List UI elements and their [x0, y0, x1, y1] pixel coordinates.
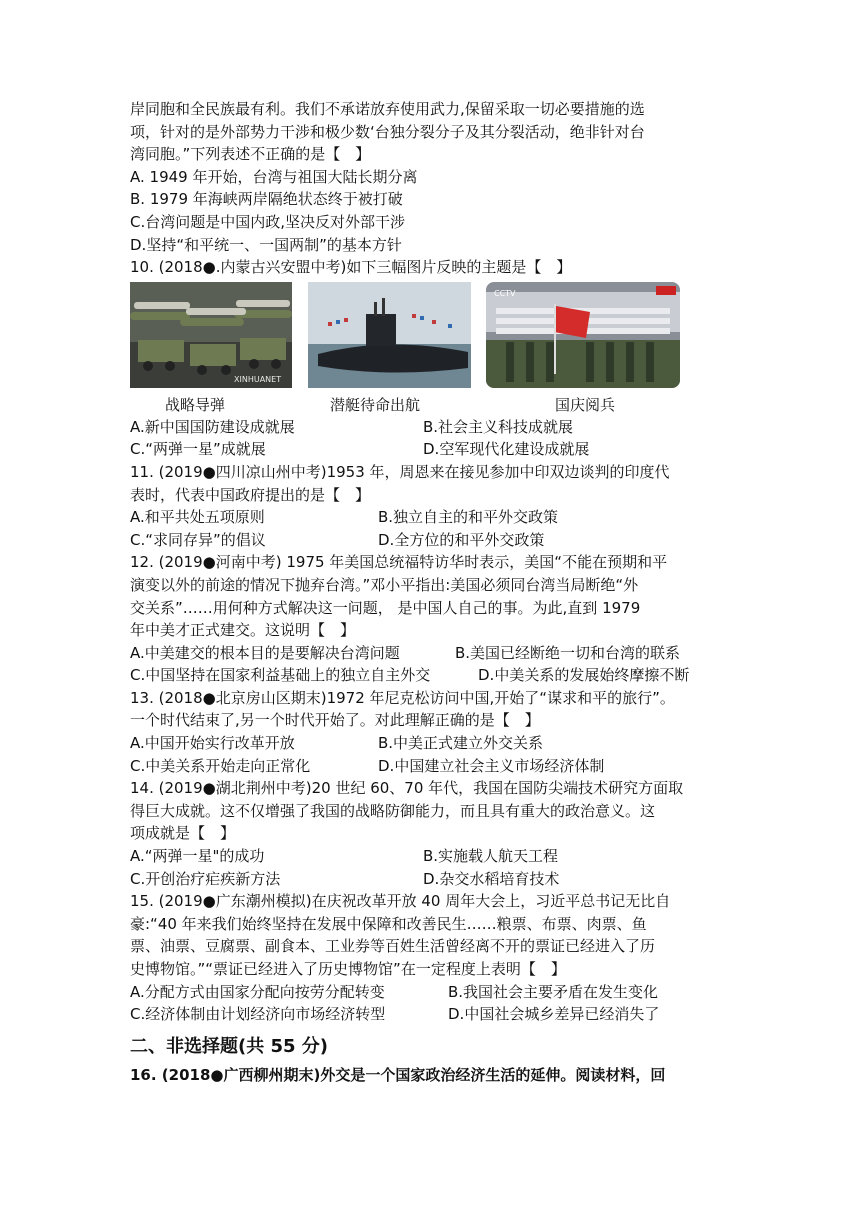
caption-missile: 战略导弹	[165, 395, 226, 414]
q13-option-a: A.中国开始实行改革开放	[130, 734, 295, 753]
q15-stem: 票、油票、豆腐票、副食本、工业券等百姓生活曾经离不开的票证已经进入了历	[130, 937, 656, 956]
q11-option-a: A.和平共处五项原则	[130, 508, 265, 527]
q10-option-b: B.社会主义科技成就展	[423, 417, 574, 436]
q14-stem: 14. (2019●湖北荆州中考)20 世纪 60、70 年代，我国在国防尖端技术研究方面取	[130, 779, 684, 798]
missile-photo	[130, 282, 292, 388]
q12-options-row	[130, 642, 730, 665]
q11-option-c: C.“求同存异”的倡议	[130, 530, 266, 549]
q14-stem: 得巨大成就。这不仅增强了我国的战略防御能力，而且具有重大的政治意义。这	[130, 801, 656, 820]
q14-option-b: B.实施载人航天工程	[423, 847, 559, 866]
q9-option-d: D.坚持“和平统一、一国两制”的基本方针	[130, 235, 402, 254]
q10-option-d: D.空军现代化建设成就展	[423, 440, 590, 459]
q13-stem: 13. (2018●北京房山区期末)1972 年尼克松访问中国,开始了“谋求和平的旅行”。	[130, 688, 675, 707]
q11-options-row	[130, 529, 730, 552]
submarine-photo	[308, 282, 471, 388]
caption-parade: 国庆阅兵	[555, 395, 616, 414]
q14-option-d: D.杂交水稻培育技术	[423, 869, 560, 888]
q13-stem: 一个时代结束了,另一个时代开始了。对此理解正确的是【 】	[130, 711, 540, 730]
q11-stem: 表时，代表中国政府提出的是【 】	[130, 485, 371, 504]
q15-option-a: A.分配方式由国家分配向按劳分配转变	[130, 982, 385, 1001]
q15-stem: 15. (2019●广东潮州模拟)在庆祝改革开放 40 周年大会上，习近平总书记无比自	[130, 892, 671, 911]
q12-option-d: D.中美关系的发展始终摩擦不断	[478, 666, 690, 685]
q12-options-row	[130, 664, 730, 687]
q14-option-a: A.“两弹一星"的成功	[130, 847, 265, 866]
cctv-watermark: CCTV	[494, 288, 516, 298]
intro-line: 岸同胞和全民族最有利。我们不承诺放弃使用武力,保留采取一切必要措施的选	[130, 100, 645, 118]
q15-option-b: B.我国社会主要矛盾在发生变化	[448, 982, 659, 1001]
intro-line: 项，针对的是外部势力干涉和极少数‘台独分裂分子及其分裂活动，绝非针对台	[130, 122, 645, 141]
q10-stem: 10. (2018●.内蒙古兴安盟中考)如下三幅图片反映的主题是【 】	[130, 258, 572, 277]
q13-option-b: B.中美正式建立外交关系	[378, 734, 544, 753]
q16-stem: 16. (2018●广西柳州期末)外交是一个国家政治经济生活的延伸。阅读材料，回	[130, 1065, 666, 1084]
q14-option-c: C.开创治疗疟疾新方法	[130, 869, 281, 888]
q12-stem: 演变以外的前途的情况下抛弃台湾。”邓小平指出:美国必须同台湾当局断绝“外	[130, 575, 639, 594]
q10-captions	[130, 394, 730, 416]
q10-options-row	[130, 416, 730, 439]
q11-option-b: B.独立自主的和平外交政策	[378, 508, 559, 527]
q12-option-b: B.美国已经断绝一切和台湾的联系	[455, 643, 681, 662]
xinhuanet-watermark: XINHUANET	[234, 374, 282, 384]
document-page	[130, 98, 730, 1086]
q12-option-a: A.中美建交的根本目的是要解决台湾问题	[130, 643, 400, 662]
q15-option-c: C.经济体制由计划经济向市场经济转型	[130, 1005, 386, 1024]
q9-option-c: C.台湾问题是中国内政,坚决反对外部干涉	[130, 212, 406, 231]
q15-stem: 史博物馆。”“票证已经进入了历史博物馆”在一定程度上表明【 】	[130, 960, 566, 978]
q10-option-c: C.“两弹一星”成就展	[130, 440, 266, 459]
q12-stem: 交关系”……用何种方式解决这一问题， 是中国人自己的事。为此,直到 1979	[130, 598, 641, 617]
caption-submarine: 潜艇待命出航	[330, 395, 421, 414]
q10-image-row	[130, 282, 730, 394]
q11-stem: 11. (2019●四川凉山州中考)1953 年，周恩来在接见参加中印双边谈判的印度代	[130, 462, 670, 481]
q13-options-row	[130, 732, 730, 755]
q12-stem: 12. (2019●河南中考) 1975 年美国总统福特访华时表示，美国“不能在预期和平	[130, 553, 668, 572]
q12-option-c: C.中国坚持在国家利益基础上的独立自主外交	[130, 666, 431, 685]
q13-option-c: C.中美关系开始走向正常化	[130, 756, 311, 775]
q14-options-row	[130, 868, 730, 891]
q14-options-row	[130, 845, 730, 868]
parade-photo	[486, 282, 680, 388]
q9-option-b: B. 1979 年海峡两岸隔绝状态终于被打破	[130, 190, 403, 209]
q14-stem: 项成就是【 】	[130, 824, 236, 843]
q13-option-d: D.中国建立社会主义市场经济体制	[378, 756, 605, 775]
q15-options-row	[130, 1003, 730, 1026]
intro-line: 湾同胞。”下列表述不正确的是【 】	[130, 145, 371, 164]
q9-option-a: A. 1949 年开始，台湾与祖国大陆长期分离	[130, 167, 418, 186]
q15-option-d: D.中国社会城乡差异已经消失了	[448, 1005, 660, 1024]
q12-stem: 年中美才正式建交。这说明【 】	[130, 621, 356, 640]
q11-options-row	[130, 506, 730, 529]
q15-stem: 豪:“40 年来我们始终坚持在发展中保障和改善民生……粮票、布票、肉票、鱼	[130, 914, 647, 933]
q15-options-row	[130, 981, 730, 1004]
section-title: 二、非选择题(共 55 分)	[130, 1035, 329, 1057]
q11-option-d: D.全方位的和平外交政策	[378, 530, 545, 549]
q10-options-row	[130, 438, 730, 461]
q10-option-a: A.新中国国防建设成就展	[130, 417, 295, 436]
q13-options-row	[130, 755, 730, 778]
